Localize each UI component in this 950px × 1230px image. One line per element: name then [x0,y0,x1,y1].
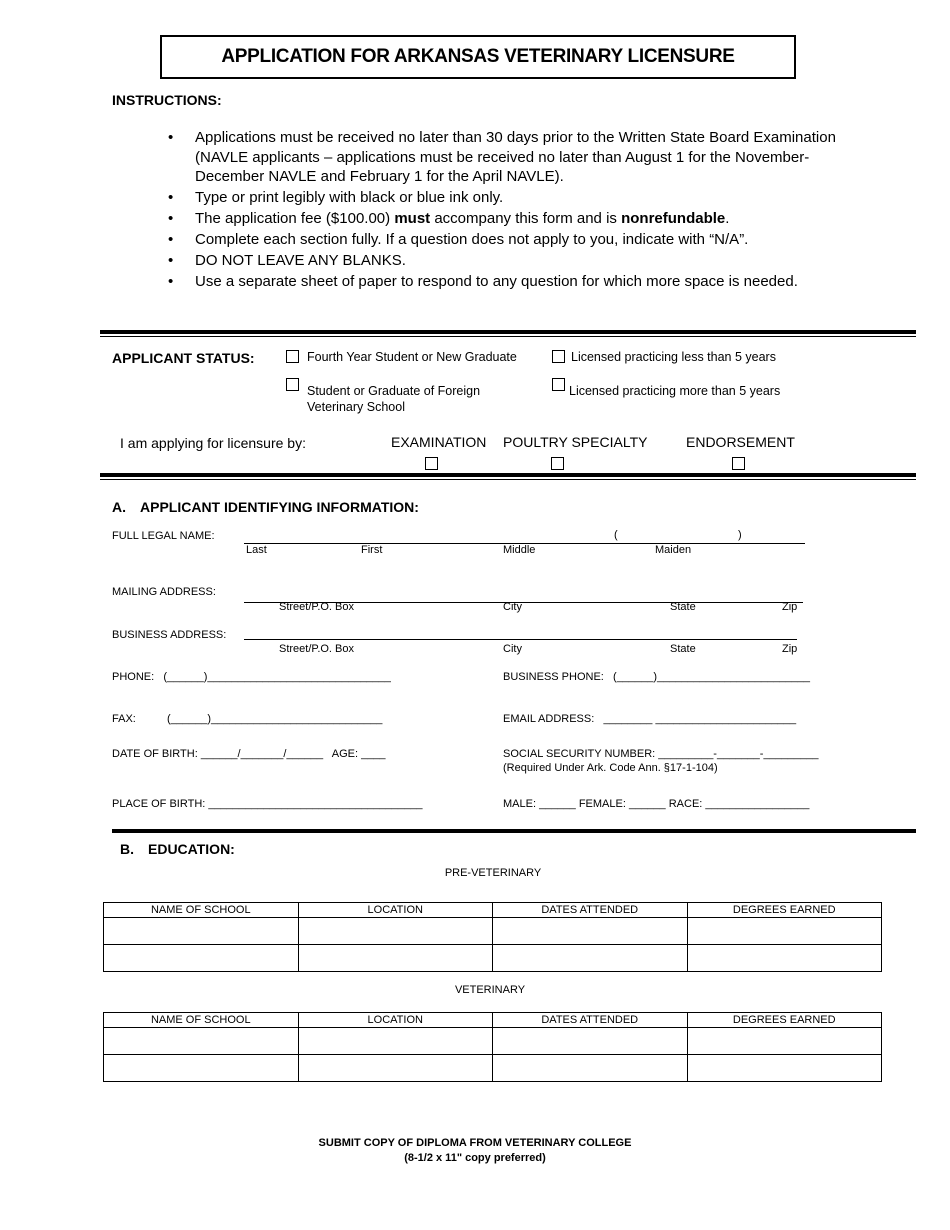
table-row [104,945,882,972]
instruction-item [168,188,838,208]
instruction-text: DO NOT LEAVE ANY BLANKS. [195,252,406,269]
table-cell[interactable] [493,1028,688,1055]
table-cell[interactable] [104,1028,299,1055]
less-than-5-years-checkbox[interactable] [552,350,565,363]
phone-field[interactable]: PHONE: (______)______________________________ [112,671,391,683]
examination-checkbox[interactable] [425,457,438,470]
instruction-text: The application fee ($100.00) [195,210,395,227]
section-a-heading: APPLICANT IDENTIFYING INFORMATION: [140,499,419,515]
column-header: LOCATION [298,903,493,918]
column-header: NAME OF SCHOOL [104,903,299,918]
divider [100,479,916,480]
close-paren: ) [738,529,742,541]
instruction-item [168,251,838,271]
licensure-by-label: I am applying for licensure by: [120,435,306,451]
poultry-specialty-checkbox[interactable] [551,457,564,470]
city-caption: City [503,643,522,655]
fourth-year-label: Fourth Year Student or New Graduate [307,350,517,364]
table-cell[interactable] [298,918,493,945]
table-cell[interactable] [687,918,882,945]
fax-field[interactable]: (______)____________________________ [167,713,383,725]
table-cell[interactable] [298,1055,493,1082]
place-of-birth-field[interactable]: PLACE OF BIRTH: ___________________________________ [112,798,423,810]
instruction-text: Applications must be received no later than 30 days prior to the Written State Board Examination (NAVLE applicants – applications must be received no later than August 1 for the November-December NAVLE and February 1 for the April NAVLE). [195,129,836,185]
endorsement-label: ENDORSEMENT [686,434,795,450]
business-address-label: BUSINESS ADDRESS: [112,629,227,641]
section-b-letter: B. [120,841,134,857]
zip-caption: Zip [782,643,798,655]
divider [100,330,916,334]
table-cell[interactable] [104,1055,299,1082]
business-phone-field[interactable]: BUSINESS PHONE: (______)_________________________ [503,671,811,683]
instruction-item [168,209,838,229]
column-header: DATES ATTENDED [493,1013,688,1028]
page-title: APPLICATION FOR ARKANSAS VETERINARY LICENSURE [160,35,796,79]
applicant-status-label: APPLICANT STATUS: [112,350,255,366]
more-than-5-years-label: Licensed practicing more than 5 years [569,384,781,398]
column-header: DATES ATTENDED [493,903,688,918]
table-cell[interactable] [104,945,299,972]
endorsement-checkbox[interactable] [732,457,745,470]
poultry-specialty-label: POULTRY SPECIALTY [503,434,648,450]
column-header: DEGREES EARNED [687,1013,882,1028]
column-header: LOCATION [298,1013,493,1028]
table-cell[interactable] [298,1028,493,1055]
city-caption: City [503,601,522,613]
examination-label: EXAMINATION [391,434,487,450]
foreign-school-label-line1: Student or Graduate of Foreign [307,384,481,398]
table-row [104,1055,882,1082]
divider [112,829,916,833]
ssn-field[interactable]: SOCIAL SECURITY NUMBER: _________-_______-_________ [503,748,819,760]
instruction-text: accompany this form and is [430,210,622,227]
divider [100,473,916,477]
pre-veterinary-label: PRE-VETERINARY [444,867,542,879]
table-row [104,1028,882,1055]
instruction-text: Use a separate sheet of paper to respond to any question for which more space is needed. [195,273,798,290]
instructions-heading: INSTRUCTIONS: [112,92,222,108]
pre-veterinary-table [103,902,882,972]
last-name-caption: Last [246,544,267,556]
street-caption: Street/P.O. Box [279,601,355,613]
section-b-heading: EDUCATION: [148,841,235,857]
foreign-school-label-line2: Veterinary School [307,400,405,414]
state-caption: State [670,643,696,655]
sex-race-field[interactable]: MALE: ______ FEMALE: ______ RACE: _________________ [503,798,810,810]
table-cell[interactable] [687,1028,882,1055]
more-than-5-years-checkbox[interactable] [552,378,565,391]
veterinary-label: VETERINARY [454,984,526,996]
table-cell[interactable] [687,1055,882,1082]
less-than-5-years-label: Licensed practicing less than 5 years [571,350,776,364]
instruction-text: Complete each section fully. If a question does not apply to you, indicate with “N/A”. [195,231,749,248]
instruction-text: . [725,210,730,227]
footer-note [275,1136,675,1166]
fax-label: FAX: [112,713,136,725]
street-caption: Street/P.O. Box [279,643,355,655]
foreign-school-checkbox[interactable] [286,378,299,391]
divider [100,336,916,337]
table-cell[interactable] [493,1055,688,1082]
footer-line-2: (8-1/2 x 11" copy preferred) [404,1152,546,1164]
instruction-item [168,230,838,250]
ssn-note: (Required Under Ark. Code Ann. §17-1-104) [503,762,718,774]
veterinary-table [103,1012,882,1082]
instruction-text: nonrefundable [621,210,726,227]
email-field[interactable]: EMAIL ADDRESS: ________ _______________________ [503,713,797,725]
maiden-name-caption: Maiden [655,544,692,556]
full-legal-name-label: FULL LEGAL NAME: [112,530,215,542]
fourth-year-checkbox[interactable] [286,350,299,363]
table-cell[interactable] [298,945,493,972]
business-address-input[interactable] [244,639,797,640]
instructions-list [168,128,838,293]
instruction-item [168,128,838,187]
table-row [104,918,882,945]
table-cell[interactable] [493,945,688,972]
state-caption: State [670,601,696,613]
instruction-item [168,272,838,292]
footer-line-1: SUBMIT COPY OF DIPLOMA FROM VETERINARY COLLEGE [318,1137,632,1149]
instruction-text: must [394,210,431,227]
zip-caption: Zip [782,601,798,613]
open-paren: ( [614,529,618,541]
table-cell[interactable] [687,945,882,972]
column-header: NAME OF SCHOOL [104,1013,299,1028]
middle-name-caption: Middle [503,544,536,556]
first-name-caption: First [361,544,383,556]
table-cell[interactable] [493,918,688,945]
instruction-text: Type or print legibly with black or blue ink only. [195,189,504,206]
table-cell[interactable] [104,918,299,945]
section-a-letter: A. [112,499,126,515]
date-of-birth-field[interactable]: DATE OF BIRTH: ______/_______/______ AGE: ____ [112,748,386,760]
column-header: DEGREES EARNED [687,903,882,918]
mailing-address-label: MAILING ADDRESS: [112,586,216,598]
